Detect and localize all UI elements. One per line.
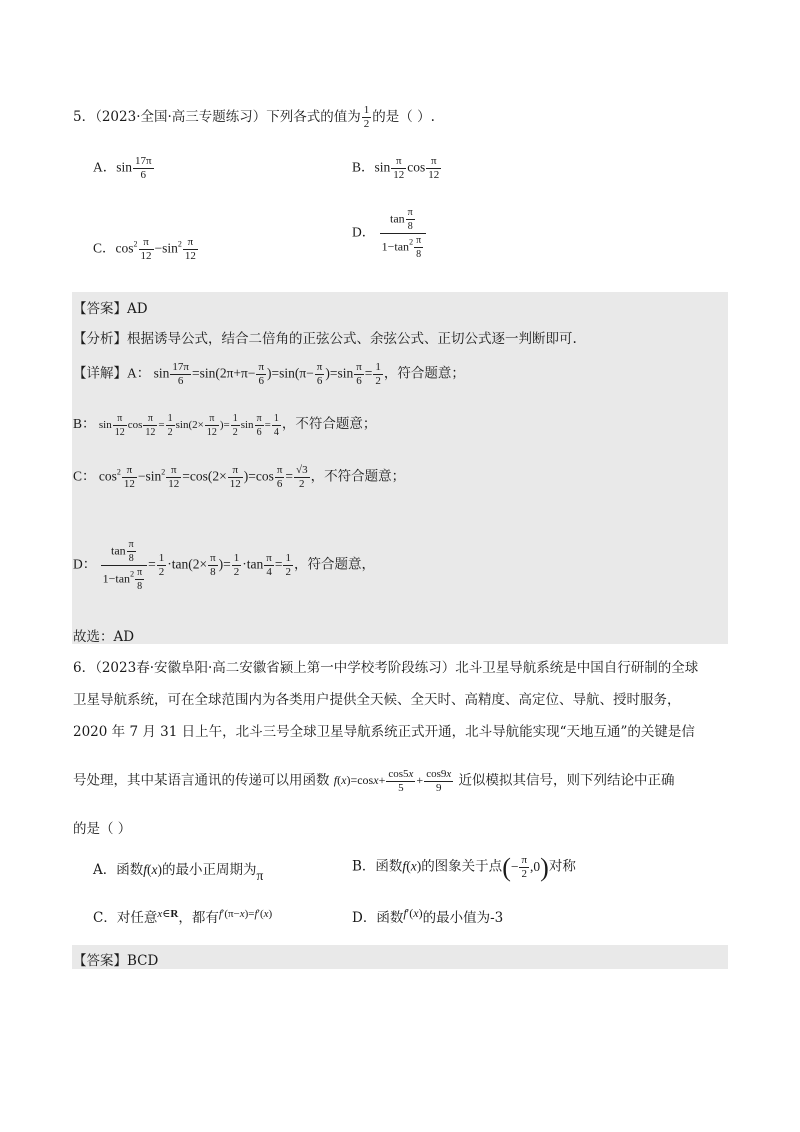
q6-option-b: B．函数f(x)的图象关于点(− $\frac{\pi}{2}$ ,0)对称 <box>352 852 576 882</box>
q6-line-1: 6．（2023春·安徽阜阳·高二安徽省颍上第一中学校考阶段练习）北斗卫星导航系统是中国自行研制的全球 <box>73 660 699 676</box>
q5-detail-a: 【详解】A： sin $\frac{17\pi}{6}$ =sin(2π+π− $\frac{\pi}{6}$ )=sin(π− $\frac{\pi}{6}$ )=sin $\frac{\pi}{6}$ = $\frac{1}{2}$ ，符合题意； <box>73 361 465 387</box>
q6-line-2: 卫星导航系统，可在全球范围内为各类用户提供全天候、全天时、高精度、高定位、导航、授时服务， <box>73 692 681 708</box>
q6-line-5: 的是（ ） <box>73 821 132 837</box>
q5-option-a: A．sin $\frac{17\pi}{6}$ <box>93 155 152 181</box>
q5-answer: 【答案】AD <box>73 301 148 317</box>
q5-stem: 5．（2023·全国·高三专题练习）下列各式的值为 $\frac{1}{2}$ 的是（ ）. <box>73 104 435 130</box>
q5-detail-d: D： tan $\frac{\pi}{8}$ $1-\tan^2$ $\frac{\pi}{8}$ = $\frac{1}{2}$ ·tan(2× $\frac{\pi}{8}$ )= $\frac{1}{2}$ ·tan $\frac{\pi}{4}$ = $\frac{1}{2}$ ，符合题意， <box>73 539 375 592</box>
q5-detail-b: B： sin $\frac{\pi}{12}$ cos $\frac{\pi}{12}$ = $\frac{1}{2}$ sin(2× $\frac{\pi}{12}$ )= $\frac{1}{2}$ sin $\frac{\pi}{6}$ = $\frac{1}{4}$ ，不符合题意； <box>73 413 377 438</box>
q5-option-b: B．sin $\frac{\pi}{12}$ cos $\frac{\pi}{12}$ <box>352 155 440 181</box>
q6-answer: 【答案】BCD <box>73 953 159 969</box>
q5-choice: 故选：AD <box>73 629 135 645</box>
q5-detail-c: C： $\cos^2$ $\frac{\pi}{12}$ $-\sin^2$ $\frac{\pi}{12}$ =cos(2× $\frac{\pi}{12}$ )=cos $\frac{\pi}{6}$ = $\frac{√3}{2}$ ，不符合题意； <box>73 464 406 490</box>
q6-line-4: 号处理，其中某语言通讯的传递可以用函数 f(x)=cosx+ $\frac{\cos 5x}{5}$ + $\frac{\cos 9x}{9}$ 近似模拟其信号，则下列结论中正确 <box>73 768 675 794</box>
q6-line-3: 2020 年 7 月 31 日上午，北斗三号全球卫星导航系统正式开通，北斗导航能实现“天地互通”的关键是信 <box>73 724 695 740</box>
q6-option-a: A．函数f(x)的最小正周期为π <box>93 862 264 883</box>
answer-block-q6 <box>72 945 728 969</box>
q5-option-d: D． tan $\frac{\pi}{8}$ $1-\tan^2$ $\frac{\pi}{8}$ <box>352 206 427 261</box>
q5-option-c: C．$\cos^2$ $\frac{\pi}{12}$ $-\sin^2$ $\frac{\pi}{12}$ <box>93 236 196 262</box>
q6-option-c: C．对任意$^{x\in R}$，都有$^{f'(\pi-x)=f'(x)}$ <box>93 908 273 926</box>
q5-analysis: 【分析】根据诱导公式，结合二倍角的正弦公式、余弦公式、正切公式逐一判断即可. <box>73 331 577 347</box>
q6-option-d: D．函数f′(x)的最小值为-3 <box>352 906 504 926</box>
